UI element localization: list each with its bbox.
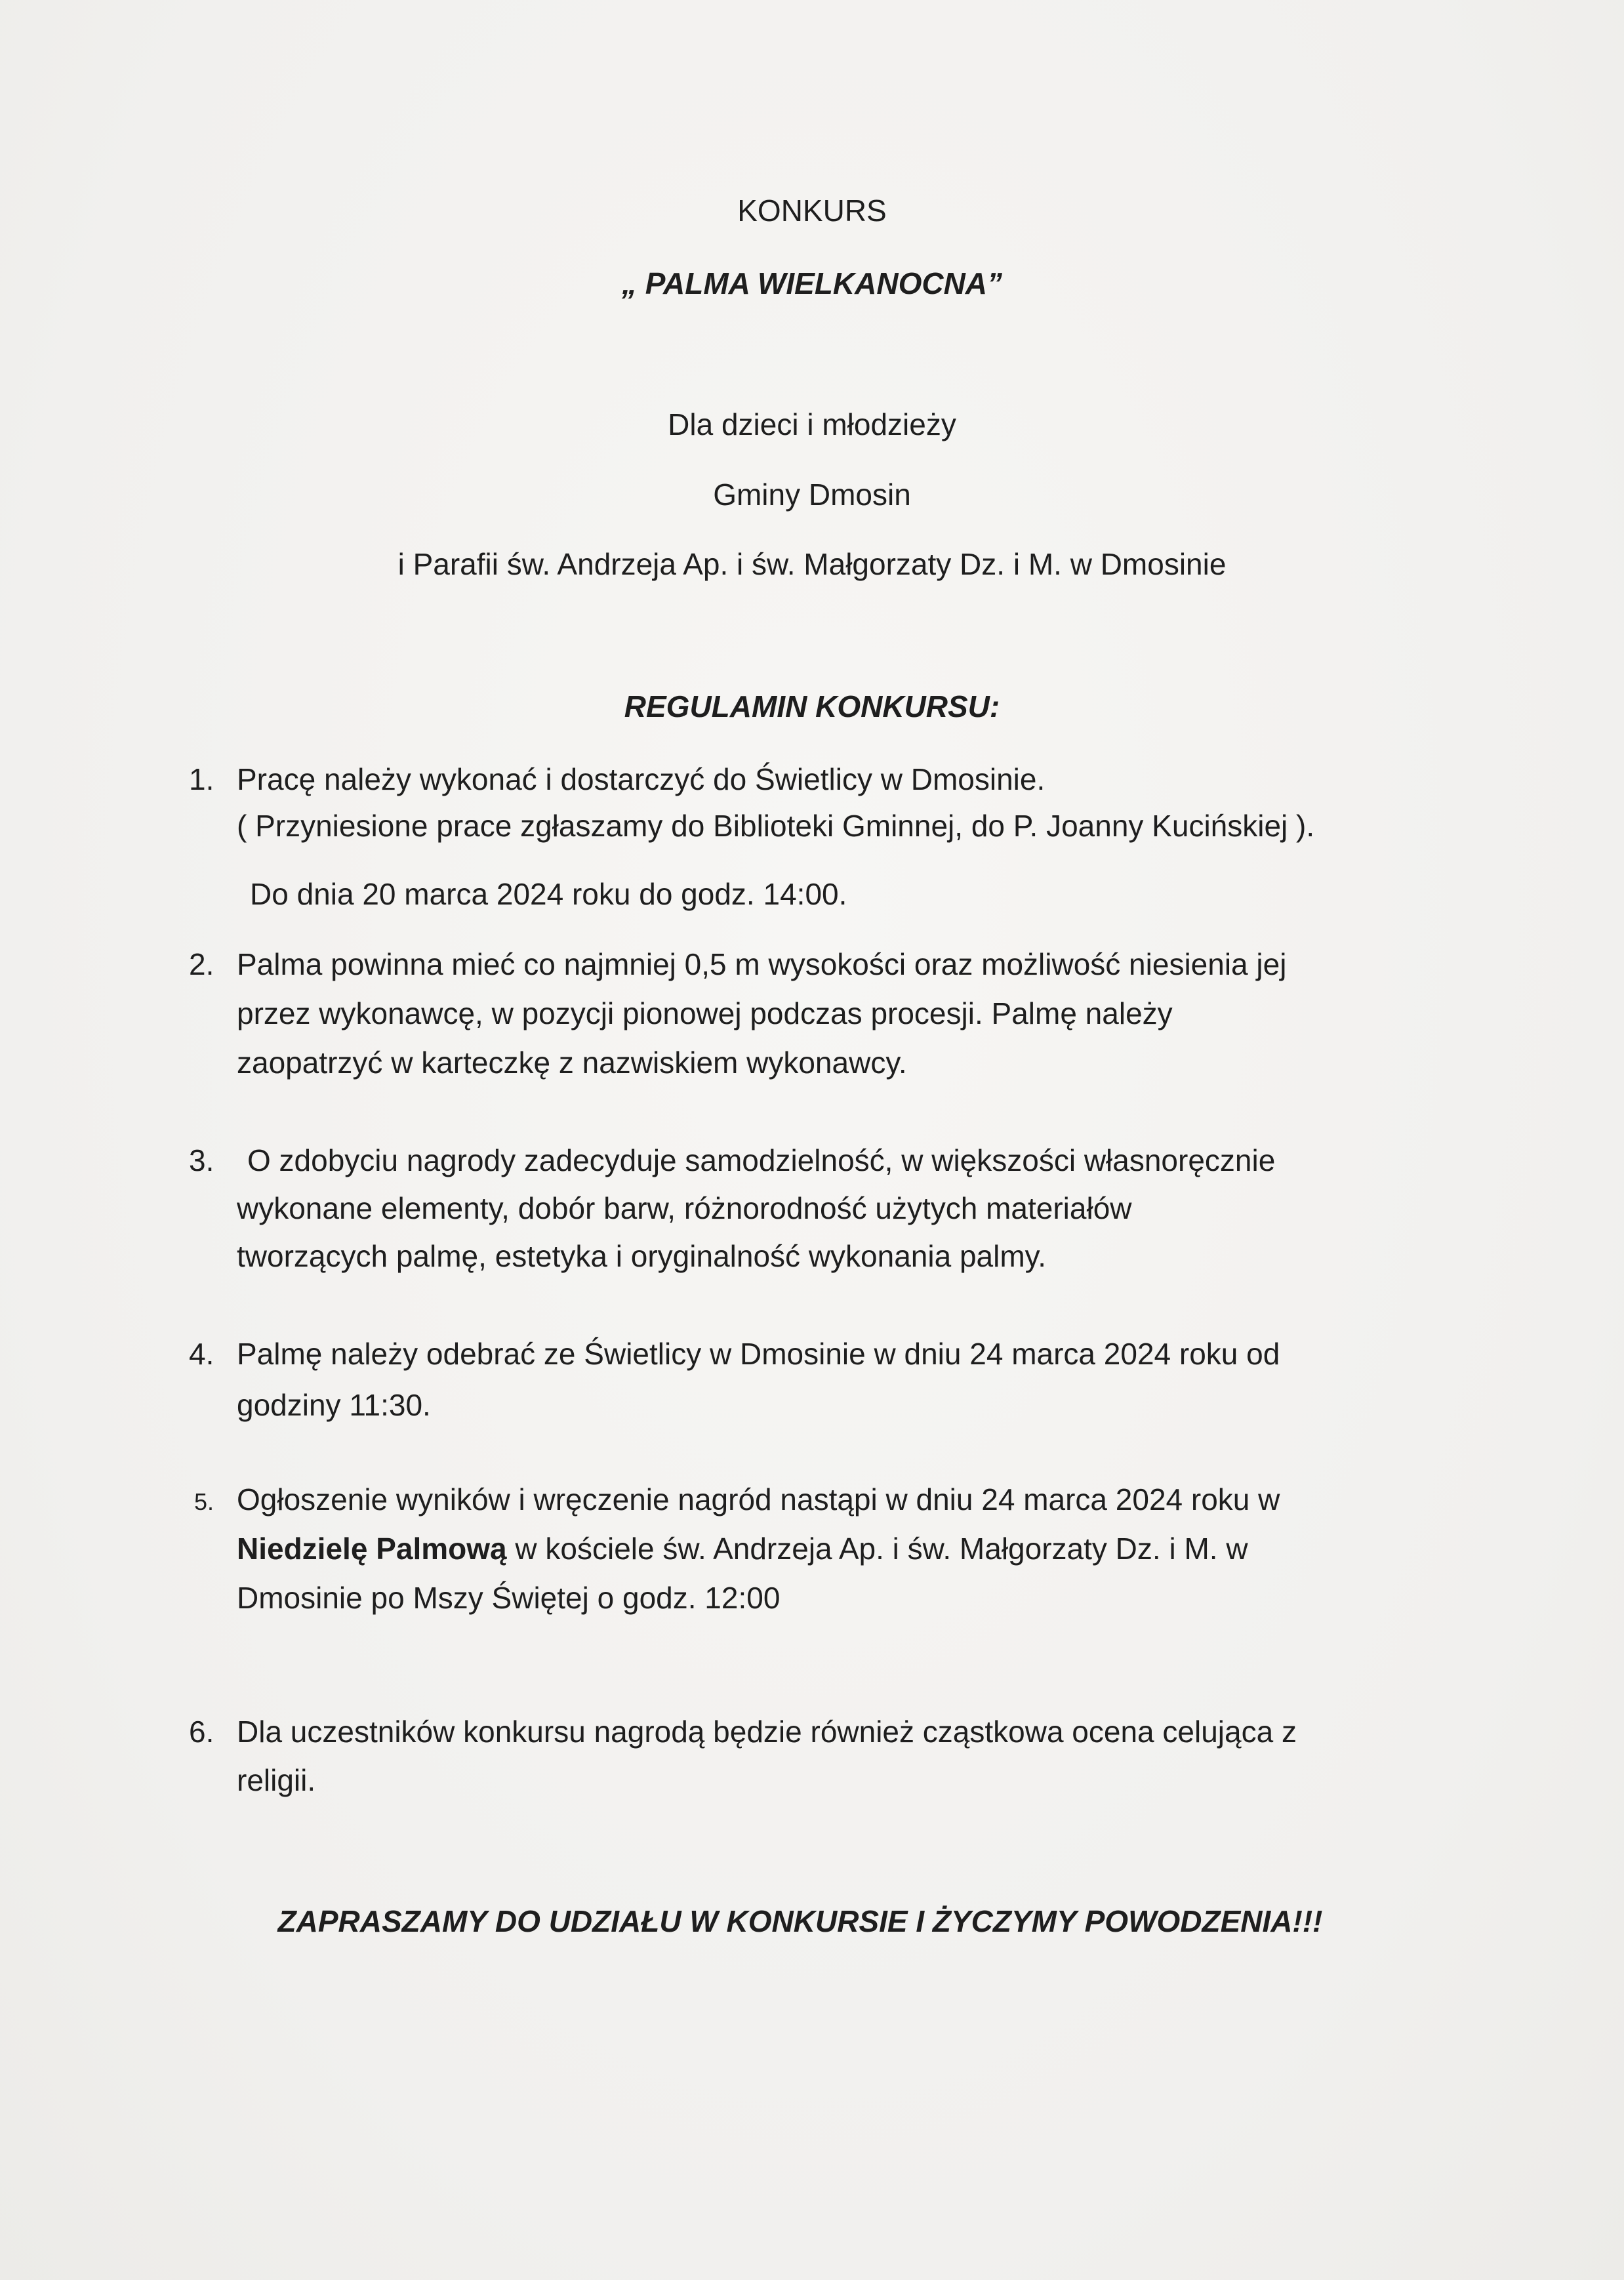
rule-line: godziny 11:30. [237, 1388, 431, 1422]
rule-line: Palmę należy odebrać ze Świetlicy w Dmosinie w dniu 24 marca 2024 roku od [237, 1337, 1280, 1371]
rule-line-rest: w kościele św. Andrzeja Ap. i św. Małgorzaty Dz. i M. w [515, 1532, 1248, 1566]
rule-line: tworzących palmę, estetyka i oryginalność wykonania palmy. [237, 1239, 1047, 1273]
item-number: 1. [189, 762, 214, 796]
rule-line: ( Przyniesione prace zgłaszamy do Biblioteki Gminnej, do P. Joanny Kucińskiej ). [237, 809, 1315, 843]
subtitle: „ PALMA WIELKANOCNA” [621, 266, 1003, 300]
item-number: 2. [189, 947, 214, 981]
rule-line: Dla uczestników konkursu nagrodą będzie również cząstkowa ocena celująca z [237, 1715, 1297, 1749]
item-number: 6. [189, 1715, 214, 1749]
rule-line: przez wykonawcę, w pozycji pionowej podczas procesji. Palmę należy [237, 996, 1173, 1030]
closing-message: ZAPRASZAMY DO UDZIAŁU W KONKURSIE I ŻYCZYMY POWODZENIA!!! [277, 1904, 1323, 1938]
rules-heading: REGULAMIN KONKURSU: [624, 689, 1000, 723]
item-number: 4. [189, 1337, 214, 1371]
rule-line: O zdobyciu nagrody zadecyduje samodzielność, w większości własnoręcznie [247, 1143, 1276, 1177]
audience-line: i Parafii św. Andrzeja Ap. i św. Małgorzaty Dz. i M. w Dmosinie [397, 547, 1227, 581]
rule-line: Ogłoszenie wyników i wręczenie nagród nastąpi w dniu 24 marca 2024 roku w [237, 1482, 1280, 1517]
item-number: 5. [194, 1488, 214, 1515]
rule-line: zaopatrzyć w karteczkę z nazwiskiem wykonawcy. [237, 1046, 907, 1080]
rule-line: wykonane elementy, dobór barw, różnorodność użytych materiałów [237, 1191, 1132, 1225]
rule-line: Palma powinna mieć co najmniej 0,5 m wysokości oraz możliwość niesienia jej [237, 947, 1287, 981]
rule-line [237, 1529, 1248, 1568]
item-number: 3. [189, 1143, 214, 1177]
rule-line: religii. [237, 1763, 316, 1797]
audience-line: Gminy Dmosin [713, 478, 911, 512]
bold-phrase: Niedzielę Palmową [237, 1532, 507, 1566]
title: KONKURS [737, 193, 887, 228]
rule-line: Dmosinie po Mszy Świętej o godz. 12:00 [237, 1581, 781, 1615]
rule-line: Do dnia 20 marca 2024 roku do godz. 14:00. [250, 877, 847, 911]
rule-line: Pracę należy wykonać i dostarczyć do Świetlicy w Dmosinie. [237, 762, 1045, 796]
audience-line: Dla dzieci i młodzieży [668, 407, 956, 441]
